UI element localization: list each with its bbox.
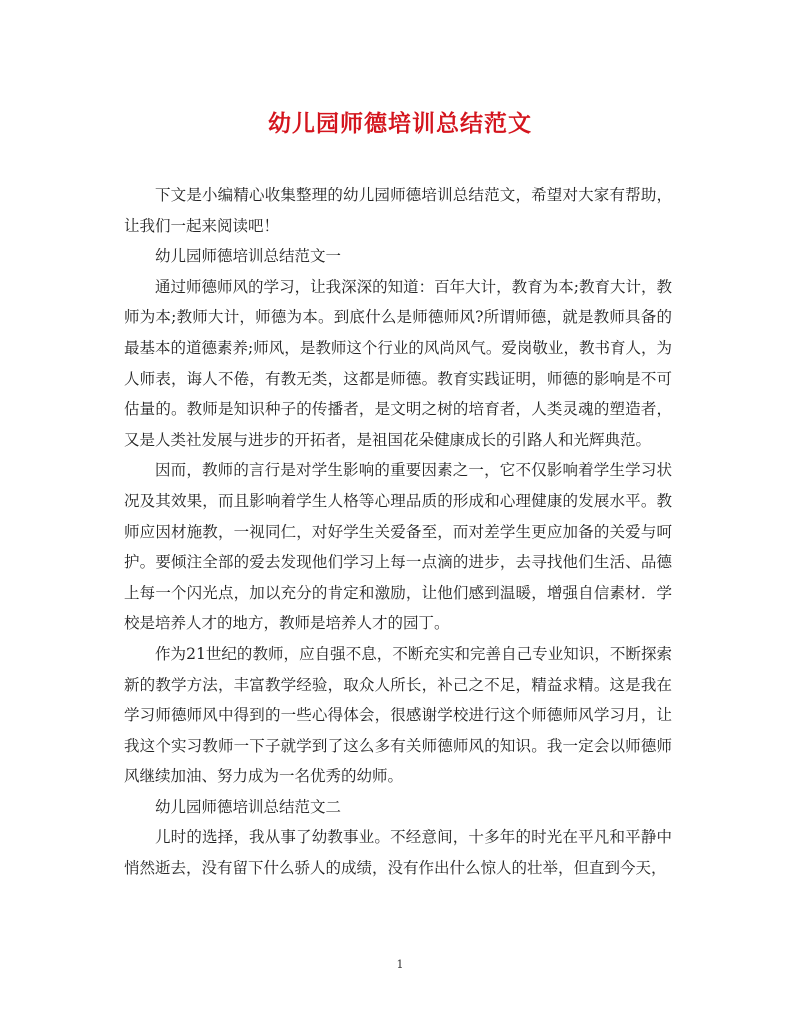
document-title: 幼儿园师德培训总结范文 <box>268 110 532 137</box>
body-paragraph: 通过师德师风的学习，让我深深的知道：百年大计，教育为本;教育大计，教师为本;教师大计，师德为本。到底什么是师德师风?所谓师德，就是教师具备的最基本的道德素养;师风，是教师这个行业的风尚风气。爱岗敬业，教书育人，为人师表，诲人不倦，有教无类，这都是师德。教育实践证明，师德的影响是不可估量的。教师是知识种子的传播者，是文明之树的培育者，人类灵魂的塑造者，又是人类社发展与进步的开拓者，是祖国花朵健康成长的引路人和光辉典范。 <box>124 277 672 449</box>
document-body <box>124 180 672 884</box>
body-paragraph: 作为21世纪的教师，应自强不息，不断充实和完善自己专业知识，不断探索新的教学方法，丰富教学经验，取众人所长，补己之不足，精益求精。这是我在学习师德师风中得到的一些心得体会，很感谢学校进行这个师德师风学习月，让我这个实习教师一下子就学到了这么多有关师德师风的知识。我一定会以师德师风继续加油、努力成为一名优秀的幼师。 <box>124 644 672 786</box>
page-number: 1 <box>396 958 404 971</box>
body-paragraph: 儿时的选择，我从事了幼教事业。不经意间，十多年的时光在平凡和平静中悄然逝去，没有留下什么骄人的成绩，没有作出什么惊人的壮举，但直到今天， <box>124 828 672 878</box>
body-paragraph: 因而，教师的言行是对学生影响的重要因素之一，它不仅影响着学生学习状况及其效果，而且影响着学生人格等心理品质的形成和心理健康的发展水平。教师应因材施教，一视同仁，对好学生关爱备至，而对差学生更应加备的关爱与呵护。要倾注全部的爱去发现他们学习上每一点滴的进步，去寻找他们生活、品德上每一个闪光点，加以充分的肯定和激励，让他们感到温暖，增强自信素材．学校是培养人才的地方，教师是培养人才的园丁。 <box>124 461 672 633</box>
intro-paragraph: 下文是小编精心收集整理的幼儿园师德培训总结范文，希望对大家有帮助，让我们一起来阅读吧！ <box>124 186 672 235</box>
section-heading-two: 幼儿园师德培训总结范文二 <box>155 797 342 816</box>
section-heading-one: 幼儿园师德培训总结范文一 <box>155 247 342 266</box>
